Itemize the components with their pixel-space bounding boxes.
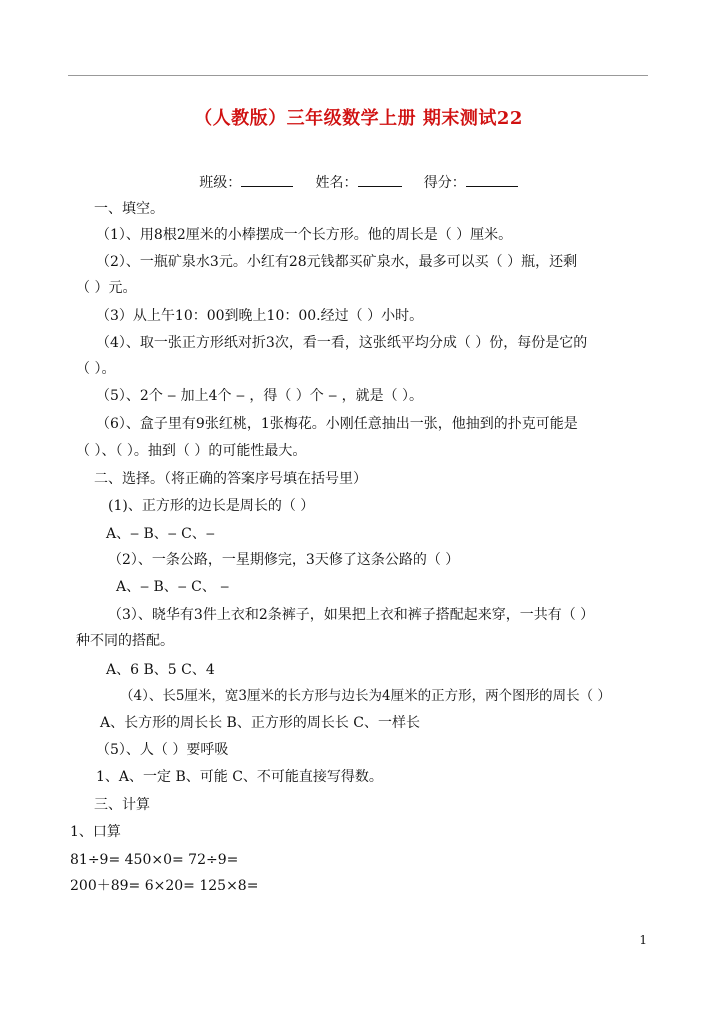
subsection-heading: 1、口算 bbox=[70, 824, 121, 840]
question-line: （4）、长5厘米，宽3厘米的长方形与边长为4厘米的正方形，两个图形的周长（ ） bbox=[120, 688, 611, 704]
score-blank[interactable] bbox=[466, 172, 518, 187]
question-line: （1）、用8根2厘米的小棒摆成一个长方形。他的周长是（ ）厘米。 bbox=[96, 227, 513, 243]
class-label: 班级： bbox=[199, 175, 242, 191]
question-line: （2）、一瓶矿泉水3元。小红有28元钱都买矿泉水，最多可以买（ ）瓶，还剩 bbox=[96, 254, 578, 270]
question-line: （ ）、（ ）。抽到（ ）的可能性最大。 bbox=[76, 443, 307, 459]
choice-line: 1、A、一定 B、可能 C、不可能直接写得数。 bbox=[96, 769, 383, 785]
page-title: （人教版）三年级数学上册 期末测试22 bbox=[194, 108, 523, 129]
question-line: （2）、一条公路，一星期修完，3天修了这条公路的（ ） bbox=[108, 552, 460, 568]
question-line: （3）、晓华有3件上衣和2条裤子，如果把上衣和裤子搭配起来穿，一共有（ ） bbox=[108, 607, 595, 623]
question-line: 种不同的搭配。 bbox=[76, 633, 174, 649]
question-line: （6）、盒子里有9张红桃，1张梅花。小刚任意抽出一张，他抽到的扑克可能是 bbox=[96, 416, 578, 432]
section-1-heading: 一、填空。 bbox=[94, 201, 164, 217]
student-info-row bbox=[0, 172, 717, 193]
class-blank[interactable] bbox=[241, 172, 293, 187]
question-line: （5）、2个 ‒ 加上4个 ‒ ，得（ ）个 ‒ ，就是（ ）。 bbox=[96, 388, 424, 404]
section-2-heading: 二、选择。（将正确的答案序号填在括号里） bbox=[94, 471, 367, 487]
question-line: （5）、人（ ）要呼吸 bbox=[96, 742, 229, 758]
page-number: 1 bbox=[639, 933, 647, 947]
section-3-heading: 三、计算 bbox=[94, 797, 150, 813]
question-line: (1)、正方形的边长是周长的（ ） bbox=[108, 498, 315, 514]
question-line: （3）从上午10：00到晚上10：00.经过（ ）小时。 bbox=[96, 308, 424, 324]
name-label: 姓名： bbox=[315, 175, 358, 191]
header-rule bbox=[68, 75, 648, 76]
choice-line: A、‒ B、‒ C、‒ bbox=[106, 526, 215, 542]
calc-line: 200＋89= 6×20= 125×8= bbox=[70, 878, 259, 894]
choice-line: A、长方形的周长长 B、正方形的周长长 C、一样长 bbox=[100, 715, 421, 731]
choice-line: A、‒ B、‒ C、 ‒ bbox=[116, 579, 230, 595]
score-label: 得分： bbox=[423, 175, 466, 191]
choice-line: A、6 B、5 C、4 bbox=[106, 662, 215, 678]
question-line: （4）、取一张正方形纸对折3次，看一看，这张纸平均分成（ ）份，每份是它的 bbox=[96, 335, 588, 351]
question-line: （ ）元。 bbox=[76, 280, 137, 296]
calc-line: 81÷9= 450×0= 72÷9= bbox=[70, 852, 239, 868]
name-blank[interactable] bbox=[358, 172, 402, 187]
question-line: （ ）。 bbox=[76, 361, 116, 377]
